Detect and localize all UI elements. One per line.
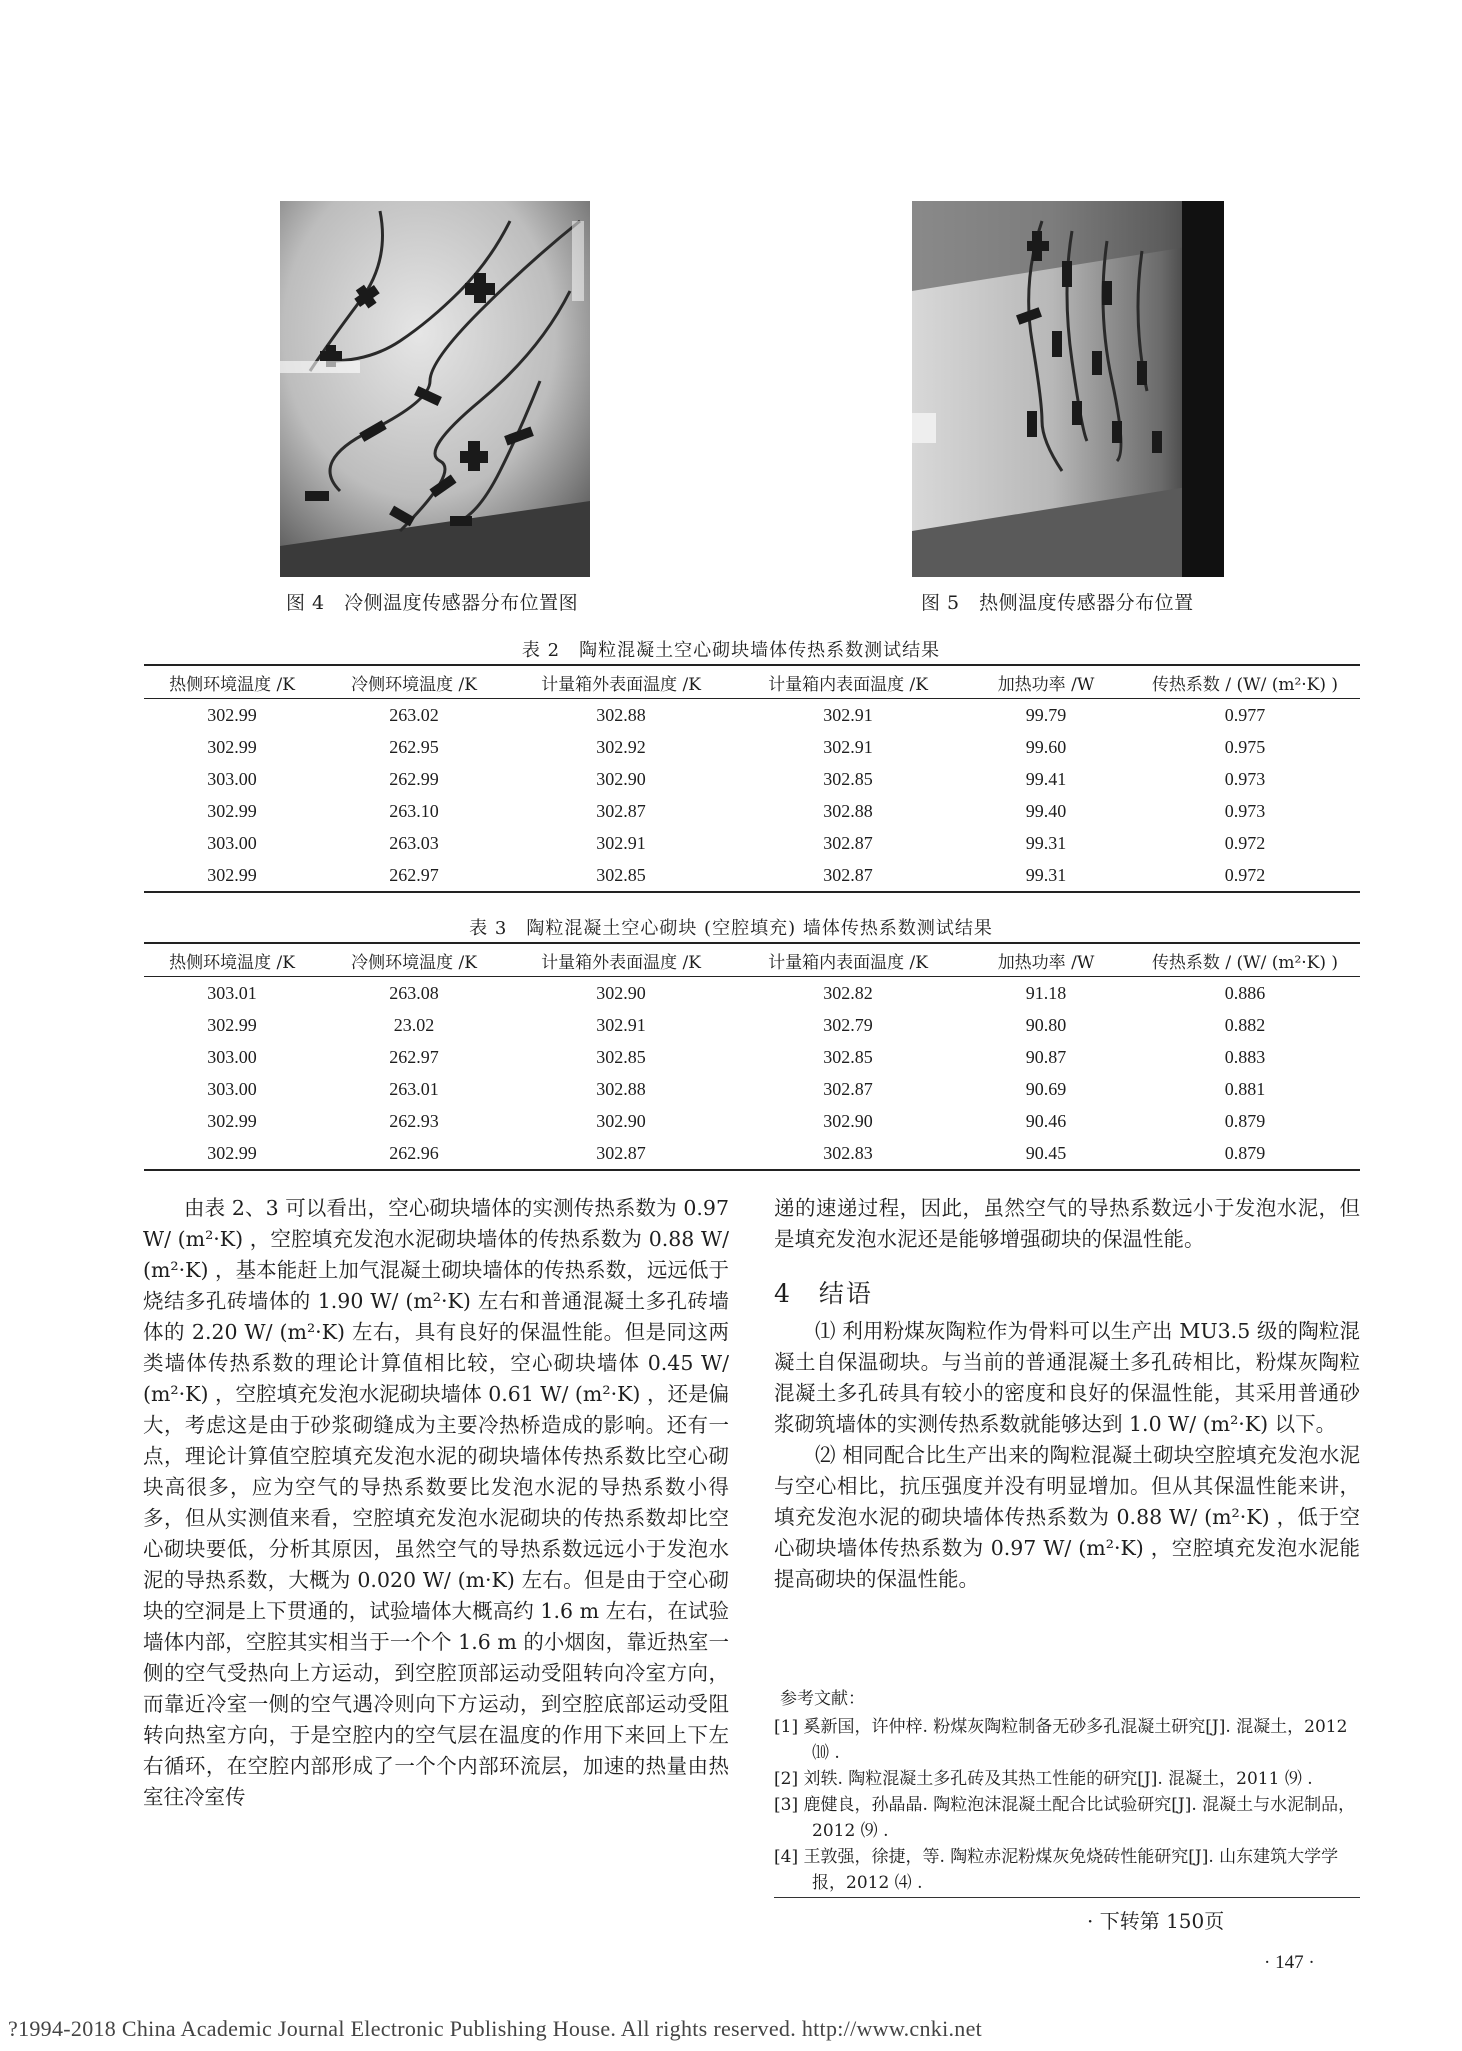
table-header-cell: 热侧环境温度 /K (144, 943, 320, 977)
copyright-footer: ?1994-2018 China Academic Journal Electronic Publishing House. All rights reserved. http://www.cnki.net (8, 2016, 983, 2041)
table-cell: 262.95 (389, 736, 439, 757)
table-cell: 303.00 (207, 832, 257, 853)
table-cell: 302.91 (596, 1014, 646, 1035)
table-2-caption: 表 2 陶粒混凝土空心砌块墙体传热系数测试结果 (521, 640, 941, 661)
table-cell: 0.972 (1224, 832, 1266, 853)
table-cell: 262.93 (389, 1110, 439, 1131)
table-cell: 303.00 (207, 1046, 257, 1067)
table-cell: 302.82 (823, 982, 873, 1003)
table-cell: 0.972 (1130, 859, 1360, 892)
continuation-paragraph: 递的速递过程，因此，虽然空气的导热系数远小于发泡水泥，但是填充发泡水泥还是能够增强砌块的保温性能。 (774, 1196, 1360, 1251)
table-header-cell: 计量箱外表面温度 /K (508, 665, 734, 699)
table-cell: 302.90 (596, 1110, 646, 1131)
table-cell: 0.975 (1224, 736, 1266, 757)
table-header-cell: 热侧环境温度 /K (144, 665, 320, 699)
table-cell: 262.96 (320, 1137, 508, 1170)
table-row (144, 1041, 1360, 1073)
table-cell: 90.69 (1025, 1078, 1067, 1099)
table-cell: 263.08 (389, 982, 439, 1003)
table-cell: 99.60 (1025, 736, 1067, 757)
table-header-cell: 传热系数 / (W/ (m²·K) ) (1130, 665, 1360, 699)
table-row (144, 699, 1360, 732)
table-cell: 263.01 (389, 1078, 439, 1099)
table-cell: 302.85 (823, 1046, 873, 1067)
table-header-cell: 计量箱内表面温度 /K (734, 665, 962, 699)
figure-5-image (912, 201, 1224, 577)
table-cell: 302.88 (596, 704, 646, 725)
figure-4-image (280, 201, 590, 577)
table-row (144, 731, 1360, 763)
table-cell: 99.40 (1025, 800, 1067, 821)
table-cell: 0.973 (1224, 800, 1266, 821)
table-cell: 302.88 (596, 1078, 646, 1099)
table-cell: 302.87 (734, 859, 962, 892)
table-row (144, 1009, 1360, 1041)
table-cell: 302.90 (596, 982, 646, 1003)
table-cell: 302.90 (596, 768, 646, 789)
figure-5-caption: 图 5 热侧温度传感器分布位置 (921, 592, 1194, 614)
table-cell: 90.45 (962, 1137, 1130, 1170)
reference-item: [1] 奚新国，许仲梓. 粉煤灰陶粒制备无砂多孔混凝土研究[J]. 混凝土，2012 ⑽ . (774, 1717, 1348, 1763)
table-cell: 0.883 (1224, 1046, 1266, 1067)
table-cell: 23.02 (393, 1014, 435, 1035)
figure-5-photo (912, 201, 1224, 577)
table-header-cell: 冷侧环境温度 /K (320, 943, 508, 977)
table-row (144, 977, 1360, 1010)
table-cell: 303.00 (207, 1078, 257, 1099)
section-title-conclusion: 4 结语 (774, 1279, 873, 1308)
table-row (144, 859, 1360, 892)
table-cell: 302.99 (144, 859, 320, 892)
table-cell: 99.31 (1025, 832, 1067, 853)
table-cell: 263.10 (389, 800, 439, 821)
table-header-cell: 冷侧环境温度 /K (320, 665, 508, 699)
references-end-rule (774, 1897, 1360, 1898)
figure-4-photo (280, 201, 590, 577)
table-header-cell: 计量箱内表面温度 /K (734, 943, 962, 977)
conclusion-2: ⑵ 相同配合比生产出来的陶粒混凝土砌块空腔填充发泡水泥与空心相比，抗压强度并没有明显增加。但从其保温性能来讲，填充发泡水泥的砌块墙体传热系数为 0.88 W/ (m²·K) ，低于空心砌块墙体传热系数为 0.97 W/ (m²·K) ，空腔填充发泡水泥能提高砌块的保温性能。 (774, 1443, 1360, 1591)
table-row (144, 795, 1360, 827)
reference-item: [4] 王敦强，徐捷，等. 陶粒赤泥粉煤灰免烧砖性能研究[J]. 山东建筑大学学报，2012 ⑷ . (774, 1847, 1339, 1893)
table-cell: 90.80 (1025, 1014, 1067, 1035)
table-cell: 262.99 (389, 768, 439, 789)
table-cell: 263.02 (389, 704, 439, 725)
table-cell: 99.79 (1025, 704, 1067, 725)
figure-4-caption: 图 4 冷侧温度传感器分布位置图 (286, 592, 579, 614)
table-cell: 302.79 (823, 1014, 873, 1035)
table-cell: 302.99 (207, 800, 257, 821)
table-cell: 302.99 (207, 704, 257, 725)
table-row (144, 763, 1360, 795)
table-header-row (144, 665, 1360, 699)
table-cell: 302.99 (207, 736, 257, 757)
table-cell: 90.87 (1025, 1046, 1067, 1067)
table-cell: 0.881 (1224, 1078, 1266, 1099)
table-cell: 0.879 (1130, 1137, 1360, 1170)
table-cell: 302.85 (508, 859, 734, 892)
table-row (144, 1073, 1360, 1105)
table-cell: 302.85 (823, 768, 873, 789)
table-cell: 302.91 (823, 704, 873, 725)
table-cell: 302.88 (823, 800, 873, 821)
table-header-row (144, 943, 1360, 977)
left-column (143, 1193, 729, 1813)
table-cell: 0.977 (1224, 704, 1266, 725)
table-3-caption: 表 3 陶粒混凝土空心砌块 (空腔填充) 墙体传热系数测试结果 (469, 918, 993, 939)
table-cell: 0.973 (1224, 768, 1266, 789)
table-cell: 303.01 (207, 982, 257, 1003)
table-cell: 99.41 (1025, 768, 1067, 789)
continued-note: · 下转第 150页 (1087, 1909, 1225, 1933)
table-header-cell: 传热系数 / (W/ (m²·K) ) (1130, 943, 1360, 977)
reference-item: [3] 鹿健良，孙晶晶. 陶粒泡沫混凝土配合比试验研究[J]. 混凝土与水泥制品，2012 ⑼ . (774, 1795, 1356, 1841)
table-cell: 90.46 (1025, 1110, 1067, 1131)
table-cell: 302.99 (207, 1014, 257, 1035)
table-3 (144, 942, 1360, 1171)
table-row (144, 1137, 1360, 1170)
table-cell: 302.83 (734, 1137, 962, 1170)
body-paragraph: 由表 2、3 可以看出，空心砌块墙体的实测传热系数为 0.97 W/ (m²·K) ，空腔填充发泡水泥砌块墙体的传热系数为 0.88 W/ (m²·K) ，基本能赶上加气混凝土砌块墙体的传热系数，远远低于烧结多孔砖墙体的 1.90 W/ (m²·K) 左右和普通混凝土多孔砖墙体的 2.20 W/ (m²·K) 左右，具有良好的保温性能。但是同这两类墙体传热系数的理论计算值相比较，空心砌块墙体 0.45 W/ (m²·K) ，空腔填充发泡水泥砌块墙体 0.61 W/ (m²·K) ，还是偏大，考虑这是由于砂浆砌缝成为主要冷热桥造成的影响。还有一点，理论计算值空腔填充发泡水泥的砌块墙体传热系数比空心砌块高很多，应为空气的导热系数要比发泡水泥的导热系数小得多，但从实测值来看，空腔填充发泡水泥砌块的传热系数却比空心砌块要低，分析其原因，虽然空气的导热系数远远小于发泡水泥的导热系数，大概为 0.020 W/ (m·K) 左右。但是由于空心砌块的空洞是上下贯通的，试验墙体大概高约 1.6 m 左右，在试验墙体内部，空腔其实相当于一个个 1.6 m 的小烟囱，靠近热室一侧的空气受热向上方运动，到空腔顶部运动受阻转向冷室方向，而靠近冷室一侧的空气遇冷则向下方运动，到空腔底部运动受阻转向热室方向，于是空腔内的空气层在温度的作用下来回上下左右循环，在空腔内部形成了一个个内部环流层，加速的热量由热室往冷室传 (143, 1196, 729, 1809)
table-cell: 302.90 (823, 1110, 873, 1131)
table-cell: 91.18 (1025, 982, 1067, 1003)
right-column-conclusions (774, 1316, 1360, 1595)
table-cell: 262.97 (389, 1046, 439, 1067)
table-cell: 302.87 (823, 1078, 873, 1099)
table-cell: 302.91 (823, 736, 873, 757)
table-row (144, 827, 1360, 859)
table-cell: 302.87 (823, 832, 873, 853)
table-row (144, 1105, 1360, 1137)
table-cell: 302.87 (508, 1137, 734, 1170)
table-cell: 0.882 (1224, 1014, 1266, 1035)
table-cell: 302.99 (207, 1110, 257, 1131)
table-cell: 263.03 (389, 832, 439, 853)
page-number: · 147 · (1264, 1952, 1315, 1973)
table-header-cell: 计量箱外表面温度 /K (508, 943, 734, 977)
table-cell: 302.99 (144, 1137, 320, 1170)
table-cell: 262.97 (320, 859, 508, 892)
table-cell: 99.31 (962, 859, 1130, 892)
table-cell: 302.92 (596, 736, 646, 757)
table-cell: 0.879 (1224, 1110, 1266, 1131)
table-cell: 0.886 (1224, 982, 1266, 1003)
right-column-continuation (774, 1193, 1360, 1255)
reference-item: [2] 刘轶. 陶粒混凝土多孔砖及其热工性能的研究[J]. 混凝土，2011 ⑼ . (774, 1769, 1313, 1789)
table-header-cell: 加热功率 /W (962, 943, 1130, 977)
conclusion-1: ⑴ 利用粉煤灰陶粒作为骨料可以生产出 MU3.5 级的陶粒混凝土自保温砌块。与当前的普通混凝土多孔砖相比，粉煤灰陶粒混凝土多孔砖具有较小的密度和良好的保温性能，其采用普通砂浆砌筑墙体的实测传热系数就能够达到 1.0 W/ (m²·K) 以下。 (774, 1319, 1360, 1436)
table-cell: 302.91 (596, 832, 646, 853)
table-header-cell: 加热功率 /W (962, 665, 1130, 699)
table-cell: 303.00 (207, 768, 257, 789)
table-cell: 302.87 (596, 800, 646, 821)
references-heading: 参考文献： (780, 1689, 865, 1709)
table-cell: 302.85 (596, 1046, 646, 1067)
references (774, 1686, 1360, 1896)
table-2 (144, 664, 1360, 893)
